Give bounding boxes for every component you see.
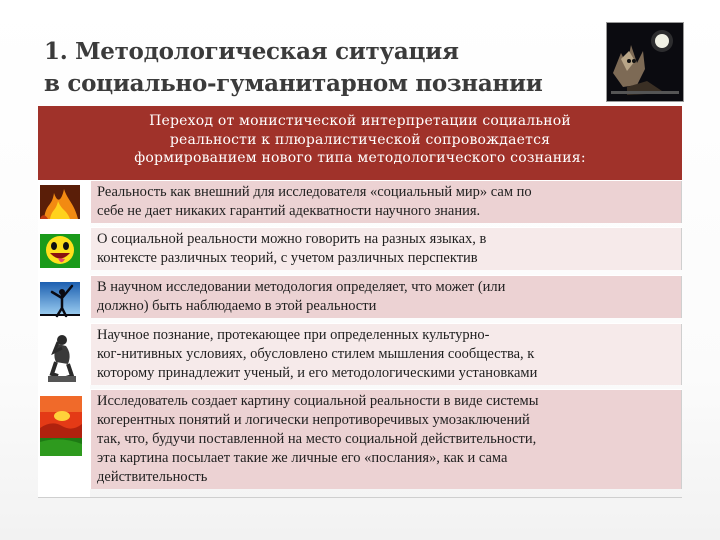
table-header-line: реальности к плюралистической сопровождается bbox=[169, 131, 551, 148]
row-text-line: ког-нитивных условиях, обусловлено стилем мышления сообщества, к bbox=[97, 346, 535, 362]
row-text-line: Научное познание, протекающее при определенных культурно- bbox=[97, 327, 490, 343]
table-row bbox=[38, 323, 682, 389]
slide-title-line-1: 1. Методологическая ситуация bbox=[44, 38, 459, 65]
thinker-statue-icon bbox=[38, 324, 90, 389]
content-table bbox=[38, 106, 682, 498]
row-text bbox=[90, 181, 682, 223]
row-text-line: эта картина посылает такие же личные его «послания», как и сама bbox=[97, 450, 508, 466]
row-text-line: контексте различных теорий, с учетом различных перспектив bbox=[97, 250, 478, 266]
row-text-line: О социальной реальности можно говорить на разных языках, в bbox=[97, 231, 487, 247]
slide-title bbox=[44, 36, 584, 100]
row-text-line: В научном исследовании методология определяет, что может (или bbox=[97, 279, 506, 295]
row-text bbox=[90, 228, 682, 270]
row-text-line: которому принадлежит ученый, и его методологическими установками bbox=[97, 365, 538, 381]
row-text-line: действительность bbox=[97, 469, 208, 485]
table-row bbox=[38, 275, 682, 323]
table-header-line: формированием нового типа методологического сознания: bbox=[134, 150, 586, 166]
table-row bbox=[38, 389, 682, 497]
row-text bbox=[90, 390, 682, 489]
row-text-line: когерентных понятий и логически непротиворечивых умозаключений bbox=[97, 412, 530, 428]
row-text-line: себе не дает никаких гарантий адекватности научного знания. bbox=[97, 203, 481, 219]
row-text-line: Исследователь создает картину социальной реальности в виде системы bbox=[97, 393, 539, 409]
sunset-landscape-icon bbox=[38, 390, 90, 497]
row-text-line: так, что, будучи поставленной на место социальной действительности, bbox=[97, 431, 537, 447]
owl-night-icon bbox=[606, 22, 684, 102]
row-text bbox=[90, 324, 682, 385]
silhouette-person-icon bbox=[38, 276, 90, 323]
table-row bbox=[38, 180, 682, 227]
table-header bbox=[38, 106, 682, 180]
table-row bbox=[38, 227, 682, 275]
row-text-line: должно) быть наблюдаемо в этой реальности bbox=[97, 298, 377, 314]
smiley-icon bbox=[38, 228, 90, 275]
table-bottom-border bbox=[38, 497, 682, 498]
table-header-line: Переход от монистической интерпретации социальной bbox=[149, 113, 571, 129]
row-text-line: Реальность как внешний для исследователя «социальный мир» сам по bbox=[97, 184, 532, 200]
slide-title-line-2: в социально-гуманитарном познании bbox=[44, 70, 543, 97]
fire-icon bbox=[38, 181, 90, 227]
row-text bbox=[90, 276, 682, 318]
